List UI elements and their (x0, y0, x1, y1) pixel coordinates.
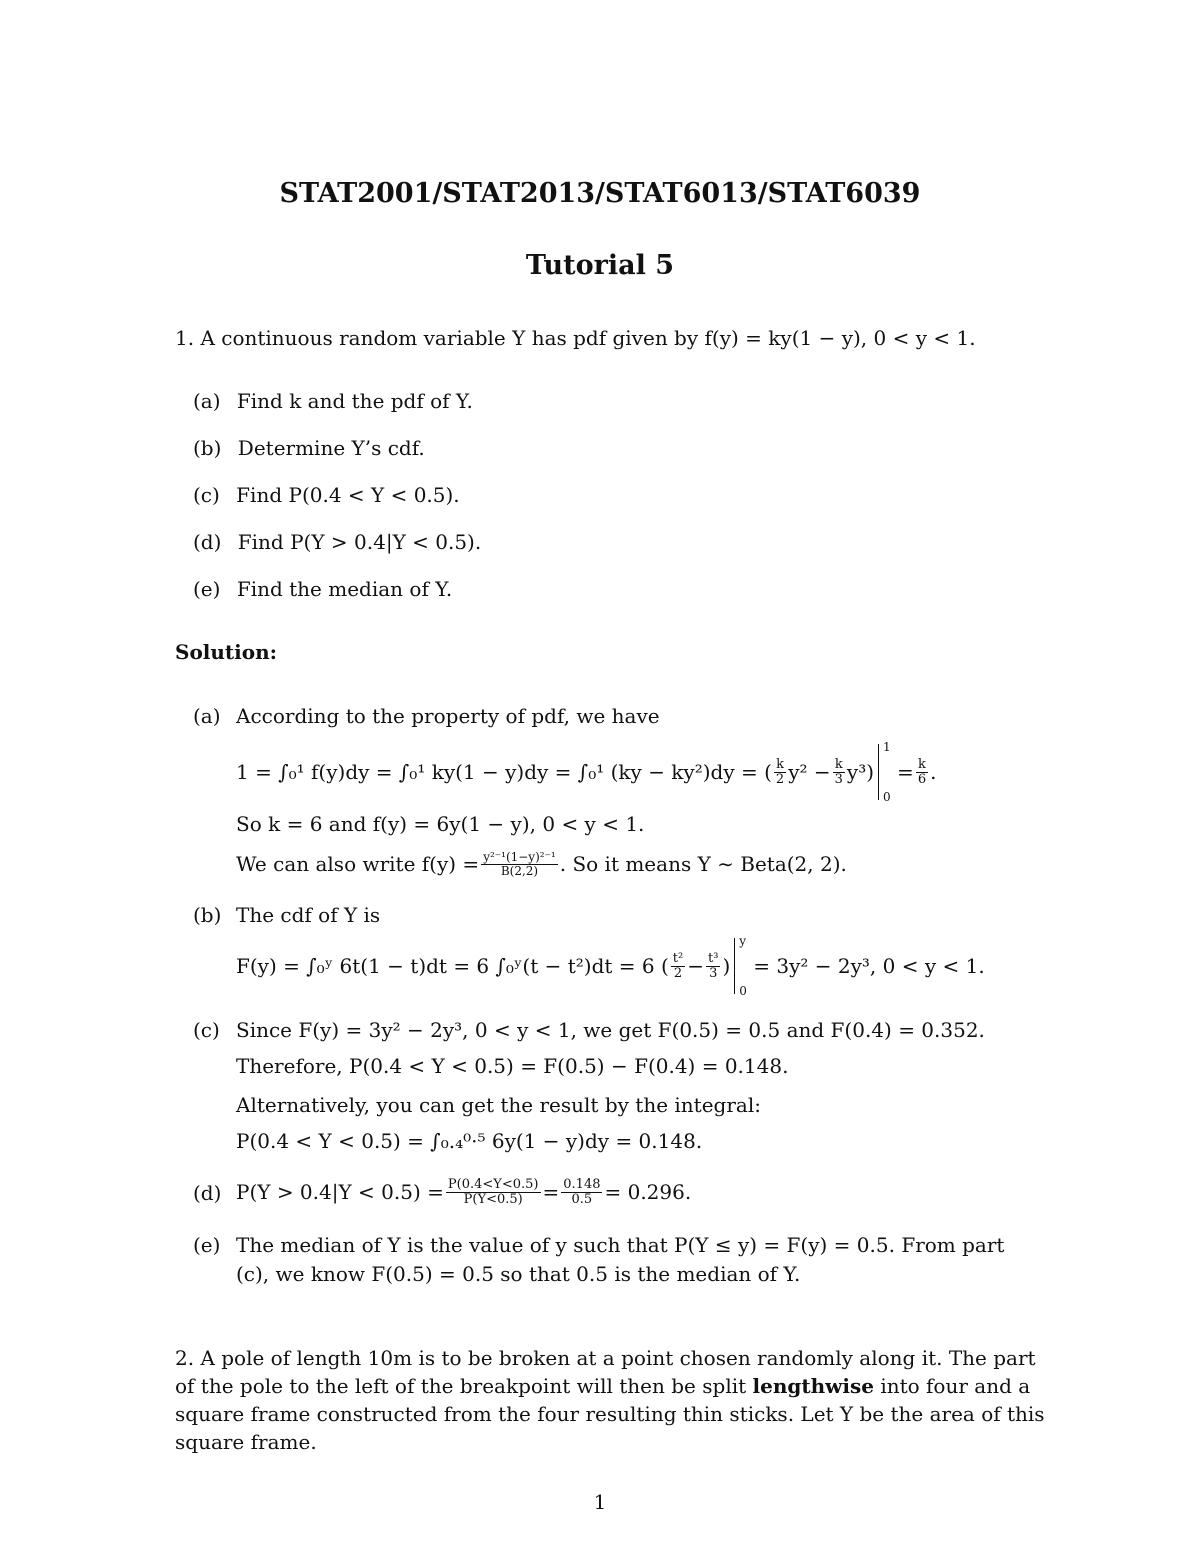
sol-b-label: (b) (193, 903, 222, 927)
q1-part-c (193, 483, 460, 507)
eval-upper-limit: 1 (883, 740, 891, 754)
sol-a-beta-frac (481, 851, 558, 877)
sol-a-end-term: y³) (846, 760, 875, 784)
sol-a-frac-k2 (774, 758, 786, 786)
frac-den: P(Y<0.5) (463, 1191, 523, 1207)
sol-c-line4: P(0.4 < Y < 0.5) = ∫₀.₄⁰·⁵ 6y(1 − y)dy = 0.148. (236, 1129, 703, 1153)
sol-a-equals: = (897, 760, 914, 784)
sol-a-period: . (930, 760, 937, 784)
frac-den: B(2,2) (500, 863, 539, 878)
sol-a-line4 (236, 846, 847, 882)
sol-a-eq-left: 1 = ∫₀¹ f(y)dy = ∫₀¹ ky(1 − y)dy = ∫₀¹ (ky − ky²)dy = ( (236, 760, 772, 784)
solution-heading: Solution: (175, 640, 278, 664)
sol-b-frac-t2 (671, 952, 685, 980)
q1-statement: 1. A continuous random variable Y has pdf given by f(y) = ky(1 − y), 0 < y < 1. (175, 326, 976, 350)
frac-num: P(0.4<Y<0.5) (447, 1176, 539, 1192)
sol-a-line4-prefix: We can also write f(y) = (236, 852, 480, 876)
q1-part-c-label: (c) (193, 483, 220, 507)
sol-d-eq: = (542, 1180, 560, 1204)
sol-c-label: (c) (193, 1018, 220, 1042)
q1-part-e-text: Find the median of Y. (236, 577, 453, 601)
frac-num: 0.148 (563, 1176, 601, 1192)
sol-a-line4-suffix: . So it means Y ∼ Beta(2, 2). (559, 852, 847, 876)
frac-num: t³ (708, 950, 719, 966)
tutorial-title: Tutorial 5 (525, 250, 675, 281)
sol-e-label: (e) (193, 1233, 221, 1257)
sol-a-label: (a) (193, 704, 221, 728)
sol-e-line2: (c), we know F(0.5) = 0.5 so that 0.5 is the median of Y. (236, 1262, 801, 1286)
sol-b-minus: − (687, 954, 704, 978)
sol-b-eq-left: F(y) = ∫₀ʸ 6t(1 − t)dt = 6 ∫₀ʸ(t − t²)dt = 6 ( (236, 954, 669, 978)
q1-part-b-text: Determine Y’s cdf. (237, 436, 425, 460)
sol-c-line3: Alternatively, you can get the result by the integral: (236, 1093, 761, 1117)
q2-line2-pre: of the pole to the left of the breakpoint will then be split (175, 1374, 747, 1398)
q1-part-d (193, 530, 481, 554)
sol-b-evaluation-bar (734, 934, 747, 998)
frac-den: 0.5 (571, 1191, 593, 1207)
q1-part-e (193, 577, 452, 601)
frac-num: y²⁻¹(1−y)²⁻¹ (483, 849, 556, 864)
frac-den: 2 (775, 771, 785, 787)
q2-line2-bold-word: lengthwise (752, 1374, 874, 1398)
q1-part-c-text: Find P(0.4 < Y < 0.5). (236, 483, 460, 507)
sol-b-frac-t3 (706, 952, 720, 980)
sol-d-label: (d) (193, 1181, 222, 1205)
sol-b-close: ) (722, 954, 731, 978)
frac-den: 3 (834, 771, 843, 787)
sol-a-line3: So k = 6 and f(y) = 6y(1 − y), 0 < y < 1. (236, 812, 645, 836)
sol-d-prefix: P(Y > 0.4|Y < 0.5) = (236, 1180, 444, 1204)
sol-b-line1: The cdf of Y is (236, 903, 381, 927)
sol-a-evaluation-bar (878, 740, 891, 804)
eval-lower-limit: 0 (739, 983, 747, 998)
page-number: 1 (593, 1490, 607, 1514)
sol-c-line1: Since F(y) = 3y² − 2y³, 0 < y < 1, we get F(0.5) = 0.5 and F(0.4) = 0.352. (236, 1018, 985, 1042)
q1-part-a-text: Find k and the pdf of Y. (236, 389, 473, 413)
q1-part-b (193, 436, 425, 460)
sol-b-equation (236, 936, 985, 996)
sol-a-frac-k3 (833, 758, 845, 786)
sol-a-equation (236, 742, 936, 802)
frac-den: 2 (673, 965, 683, 981)
q1-part-d-label: (d) (193, 530, 222, 554)
frac-num: t² (672, 950, 684, 966)
eval-upper-limit: y (739, 934, 747, 948)
q2-line4: square frame. (175, 1430, 317, 1454)
q1-part-d-text: Find P(Y > 0.4|Y < 0.5). (237, 530, 482, 554)
q1-part-a (193, 389, 473, 413)
q2-line2 (175, 1374, 1030, 1398)
sol-e-line1: The median of Y is the value of y such that P(Y ≤ y) = F(y) = 0.5. From part (236, 1233, 1005, 1257)
frac-den: 6 (917, 771, 927, 787)
q1-part-b-label: (b) (193, 436, 222, 460)
sol-d-suffix: = 0.296. (604, 1180, 692, 1204)
q2-line3: square frame constructed from the four resulting thin sticks. Let Y be the area of this (175, 1402, 1045, 1426)
frac-num: k (776, 756, 784, 772)
sol-a-frac-k6 (916, 758, 928, 786)
sol-a-line1: According to the property of pdf, we have (236, 704, 660, 728)
sol-a-mid-term: y² − (788, 760, 831, 784)
sol-c-line2: Therefore, P(0.4 < Y < 0.5) = F(0.5) − F(0.4) = 0.148. (236, 1054, 789, 1078)
q1-part-a-label: (a) (193, 389, 221, 413)
q1-part-e-label: (e) (193, 577, 221, 601)
frac-den: 3 (709, 965, 718, 981)
sol-b-eq-right: = 3y² − 2y³, 0 < y < 1. (753, 954, 985, 978)
eval-lower-limit: 0 (883, 789, 891, 804)
sol-d-frac-conditional (446, 1178, 541, 1206)
course-codes-title: STAT2001/STAT2013/STAT6013/STAT6039 (279, 178, 921, 209)
frac-num: k (918, 756, 926, 772)
sol-d-frac-numeric (561, 1178, 602, 1206)
sol-d-equation (236, 1172, 691, 1212)
frac-num: k (834, 756, 843, 772)
q2-line1: 2. A pole of length 10m is to be broken at a point chosen randomly along it. The part (175, 1346, 1036, 1370)
q2-line2-post: into four and a (880, 1374, 1031, 1398)
